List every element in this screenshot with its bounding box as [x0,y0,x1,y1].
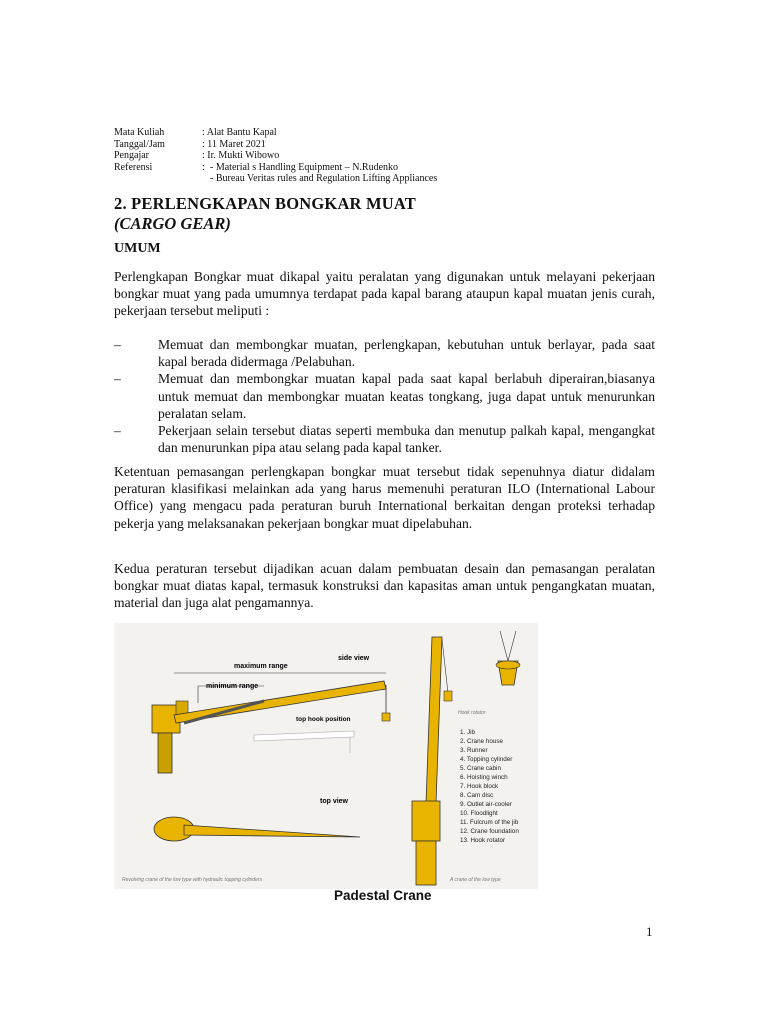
legend-item: 7. Hook block [460,783,499,790]
list-dash: – [114,371,121,387]
paragraph-intro: Perlengkapan Bongkar muat dikapal yaitu peralatan yang digunakan untuk melayani pekerjaan bongkar muat yang pada umumnya terdapat pada kapal barang ataupun kapal muatan jenis curah, pekerjaan tersebut meliputi : [114,269,655,319]
meta-reference-sep: : [202,161,205,173]
chapter-subtitle: (CARGO GEAR) [114,214,231,233]
legend-item: 1. Jib [460,729,476,736]
top-view-crane [154,817,360,841]
list-item-text: Pekerjaan selain tersebut diatas seperti membuka dan menutup palkah kapal, mengangkat dan menurunkan pipa atau selang pada kapal tanker. [158,423,655,456]
figure-caption: Padestal Crane [334,888,432,903]
list-item-text: Memuat dan membongkar muatan kapal pada saat kapal berlabuh diperairan,biasanya untuk memuat dan membongkar muatan keatas tongkang, juga dapat untuk menurunkan peralatan selam. [158,371,655,421]
section-heading: UMUM [114,241,161,256]
list-item [114,336,655,370]
meta-value-date: : 11 Maret 2021 [202,138,266,150]
top-view-label: top view [320,798,349,805]
crane-diagram [114,623,538,889]
list-item-text: Memuat dan membongkar muatan, perlengkapan, kebutuhan untuk berlayar, pada saat kapal berada didermaga /Pelabuhan. [158,337,655,370]
legend-item: 12. Crane foundation [460,828,519,835]
legend-item: 2. Crane house [460,738,504,745]
legend-item: 5. Crane cabin [460,765,501,772]
list-item [114,370,655,422]
left-figure-caption: Revolving crane of the low type with hydraulic topping cylinders [122,877,263,883]
chapter-title: 2. PERLENGKAPAN BONGKAR MUAT [114,194,416,213]
legend-item: 3. Runner [460,747,488,754]
legend-item: 6. Hoisting winch [460,774,508,781]
legend-item: 11. Fulcrum of the jib [460,819,519,826]
maximum-range-label: maximum range [234,663,288,670]
meta-key-lecturer: Pengajar [114,150,149,162]
legend-item: 8. Cam disc [460,792,494,799]
top-hook-position-label: top hook position [296,716,351,723]
legend-item: 9. Outlet air-cooler [460,801,512,808]
meta-reference-item: - Bureau Veritas rules and Regulation Lifting Appliances [210,173,438,185]
legend-item: 10. Floodlight [460,810,498,817]
list-dash: – [114,337,121,352]
meta-value-lecturer: : Ir. Mukti Wibowo [202,150,280,162]
crane-figure [114,623,538,889]
side-view-crane [152,673,390,773]
meta-key-course: Mata Kuliah [114,127,165,138]
meta-key-date: Tanggal/Jam [114,138,165,150]
legend-item: 4. Topping cylinder [460,756,513,763]
paragraph-regulation: Ketentuan pemasangan perlengkapan bongkar muat tersebut tidak sepenuhnya diatur didalam peraturan klasifikasi melainkan ada yang harus memenuhi peraturan ILO (International Labour Office) yang mengacu pada peraturan buruh International berkaitan dengan proteksi terhadap pekerja yang melaksanakan pekerjaan bongkar muat dipelabuhan. [114,464,655,531]
meta-key-reference: Referensi [114,161,153,173]
activity-list [114,336,655,456]
hook-rotator-title: Hook rotator [458,710,486,716]
right-figure-caption: A crane of the low type [450,877,501,883]
meta-value-course: : Alat Bantu Kapal [202,127,277,138]
list-dash: – [114,423,121,439]
side-view-label: side view [338,655,370,662]
page-number: 1 [646,924,653,939]
meta-reference-item: - Material s Handling Equipment – N.Rudenko [210,161,399,173]
minimum-range-label: minimum range [206,683,259,690]
legend-item: 13. Hook rotator [460,837,506,844]
document-meta [114,127,437,185]
list-item [114,422,655,456]
paragraph-reference: Kedua peraturan tersebut dijadikan acuan dalam pembuatan desain dan pemasangan peralatan bongkar muat diatas kapal, termasuk konstruksi dan kapasitas aman untuk pengangkatan muatan, material dan juga alat pengamannya. [114,561,655,611]
